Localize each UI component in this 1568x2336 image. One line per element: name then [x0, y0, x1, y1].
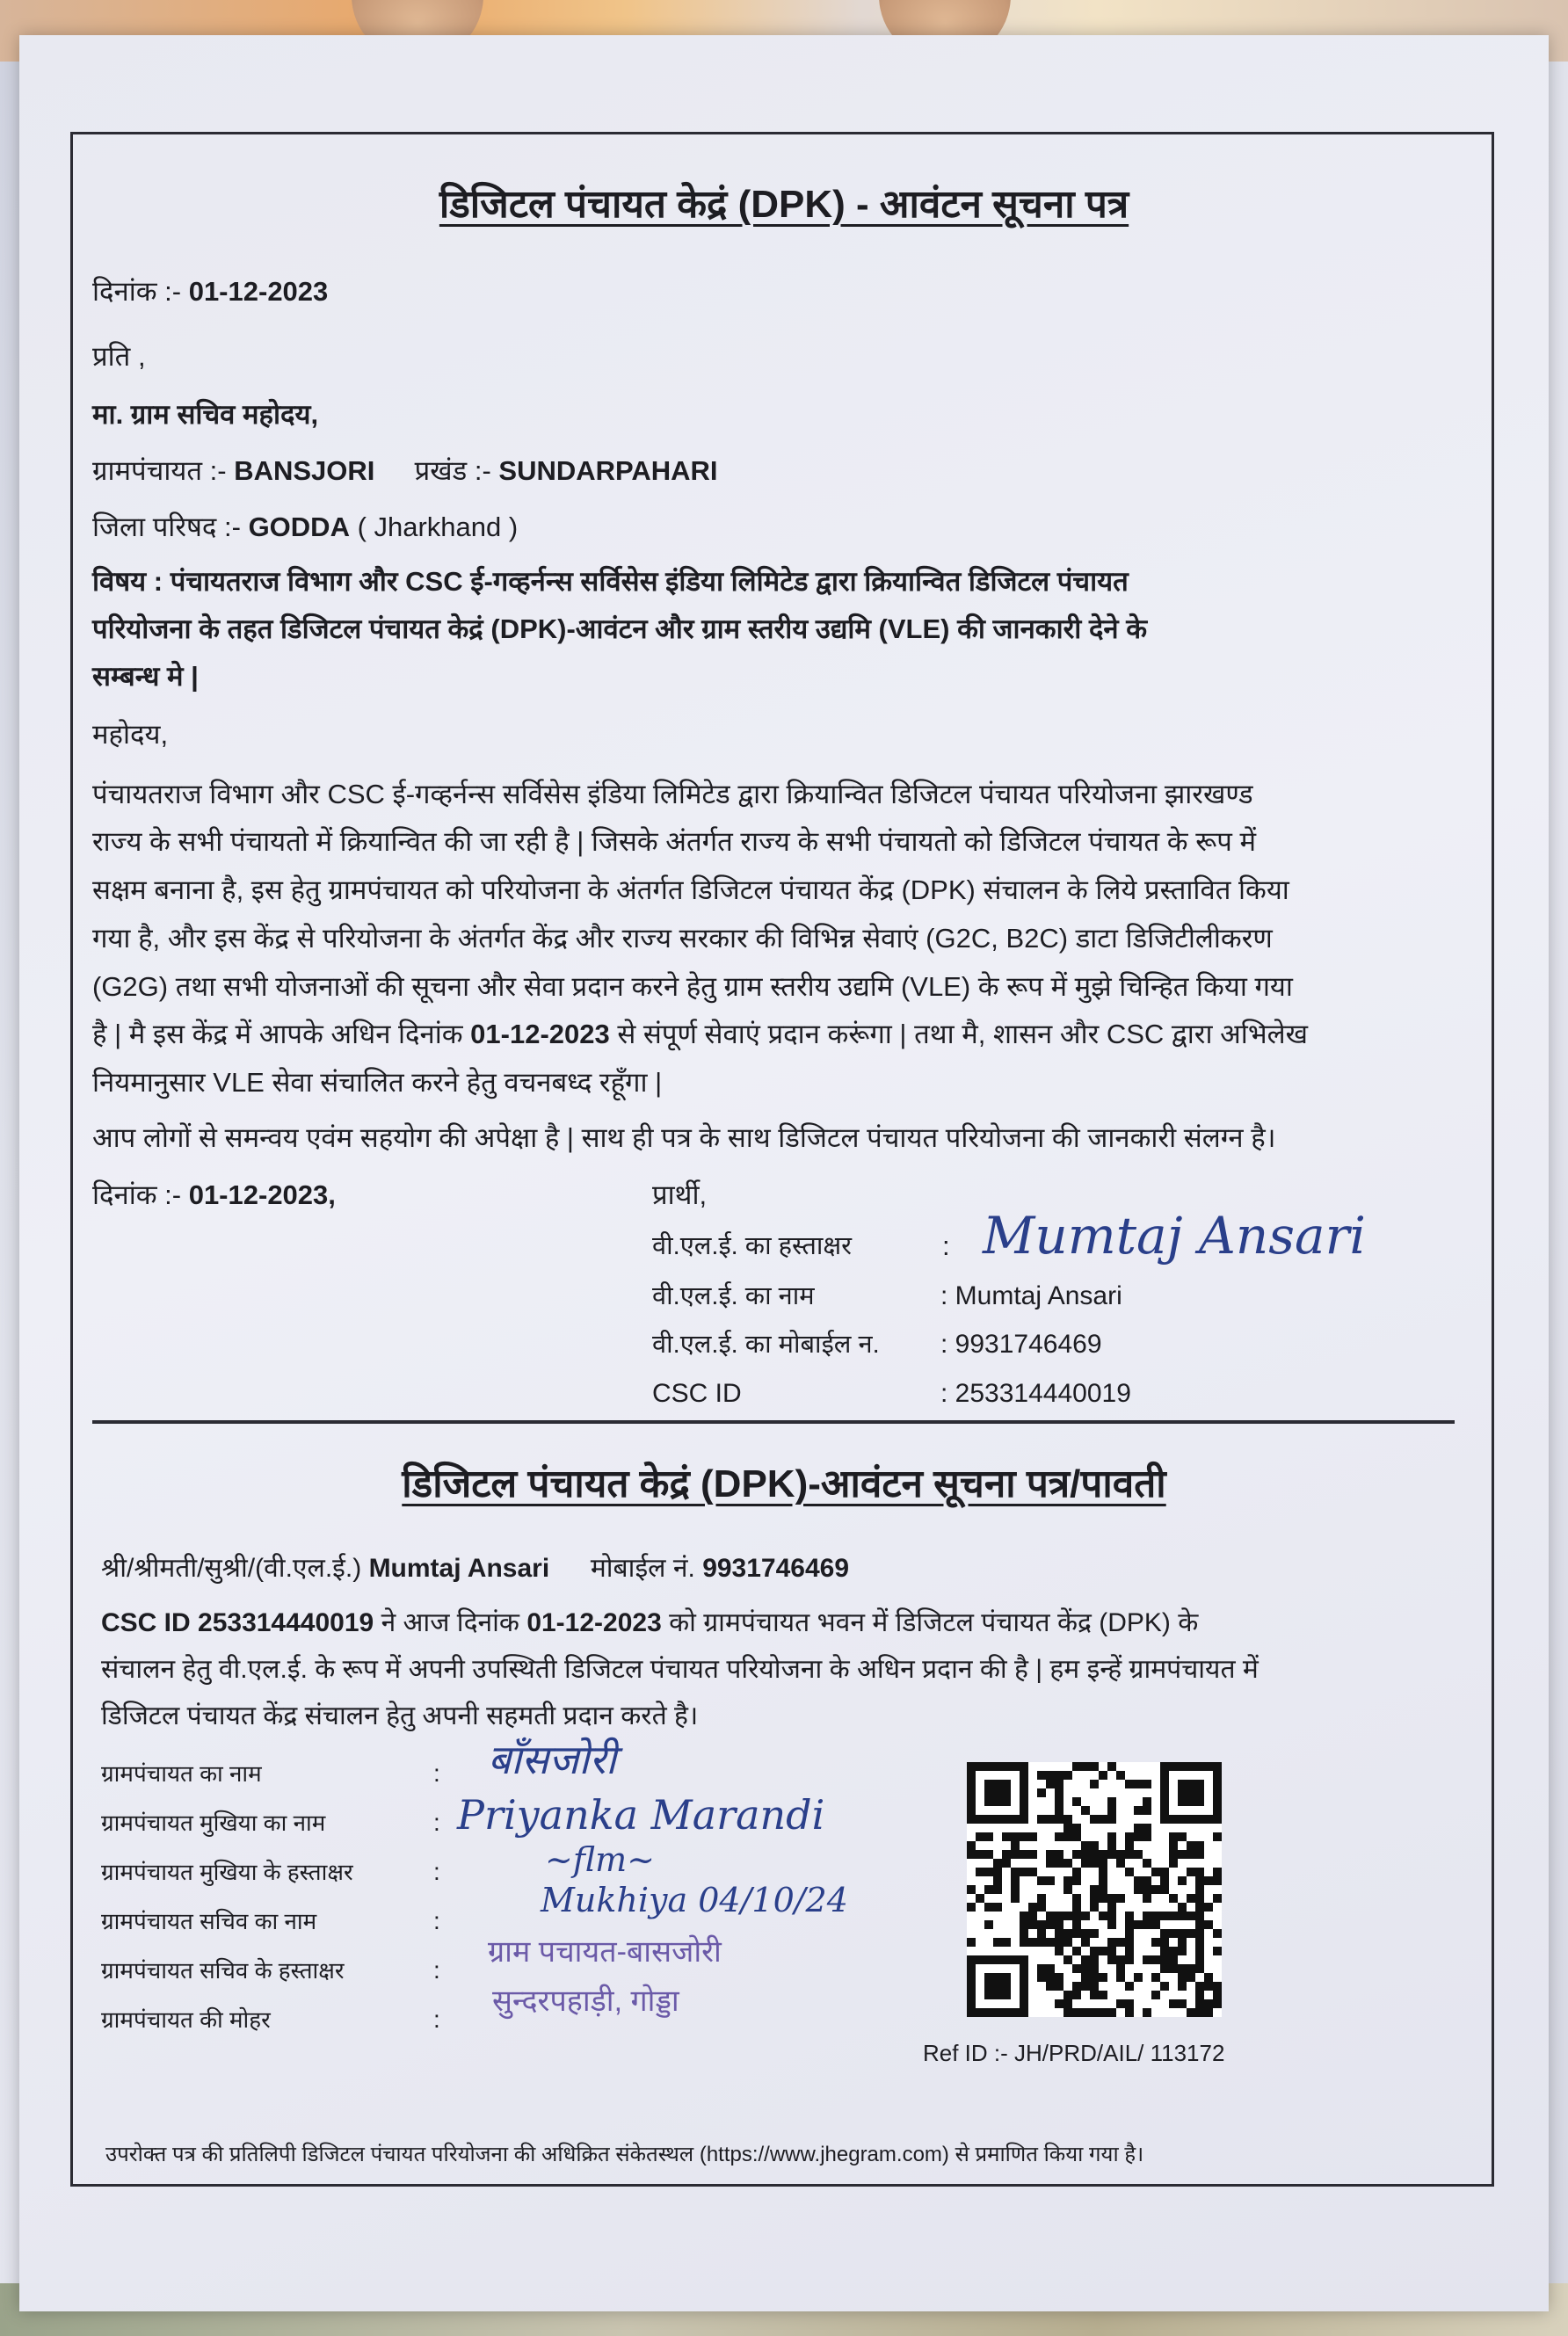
body-line-5: (G2G) तथा सभी योजनाओं की सूचना और सेवा प्रदान करने हेतु ग्राम स्तरीय उद्यमि (VLE) के रूप में मुझे चिन्हित किया गया [92, 971, 1293, 1002]
sign-date-label: दिनांक :- [92, 1179, 189, 1210]
body-line-3: सक्षम बनाना है, इस हेतु ग्रामपंचायत को परियोजना के अंतर्गत डिजिटल पंचायत केंद्र (DPK) संचालन के लिये प्रस्तावित किया [92, 874, 1289, 905]
body-line-6-date: 01-12-2023 [470, 1019, 610, 1049]
vle-name-label: वी.एल.ई. का नाम [652, 1282, 815, 1310]
qr-code [967, 1762, 1222, 2017]
field-label-sachiv-name: ग्रामपंचायत सचिव का नाम [101, 1908, 317, 1934]
prakhand-value: SUNDARPAHARI [498, 455, 718, 486]
stamp-line-1: ग्राम पचायत-बासजोरी [488, 1935, 722, 1969]
csc-id-value: : 253314440019 [940, 1379, 1131, 1408]
receipt-name: Mumtaj Ansari [368, 1554, 550, 1583]
receipt-line-3: संचालन हेतु वी.एल.ई. के रूप में अपनी उपस्थिती डिजिटल पंचायत परियोजना के अधिन प्रदान की है | हम इन्हें ग्रामपंचायत में [101, 1655, 1259, 1684]
prarthi: प्रार्थी, [652, 1179, 708, 1210]
vle-signature: Mumtaj Ansari [983, 1206, 1366, 1266]
prati-line: प्रति , [92, 341, 146, 372]
handwritten-panchayat-name: बाँसजोरी [488, 1736, 617, 1783]
vle-mobile-label: वी.एल.ई. का मोबाईल न. [652, 1331, 880, 1359]
receipt-line-2b: को ग्रामपंचायत भवन में डिजिटल पंचायत केंद्र (DPK) के [661, 1608, 1199, 1637]
field-label-sachiv-sign: ग्रामपंचायत सचिव के हस्ताक्षर [101, 1957, 345, 1984]
receipt-line-2 [101, 1606, 1198, 1641]
csc-id-label: CSC ID [652, 1379, 742, 1408]
field-colon: : [433, 1956, 440, 1984]
receipt-line-4: डिजिटल पंचायत केंद्र संचालन हेतु अपनी सहमती प्रदान करते है। [101, 1701, 699, 1730]
gram-label: ग्रामपंचायत :- [92, 455, 235, 486]
vle-sign-label: वी.एल.ई. का हस्ताक्षर [652, 1232, 853, 1260]
subject-line-1: विषय : पंचायतराज विभाग और CSC ई-गव्हर्नन्स सर्विसेस इंडिया लिमिटेड द्वारा क्रियान्वित डिजिटल पंचायत [92, 566, 1129, 597]
field-colon: : [433, 2006, 440, 2033]
sign-date-line [92, 1178, 336, 1213]
field-label-mukhiya-name: ग्रामपंचायत मुखिया का नाम [101, 1810, 326, 1836]
vle-name-value: : Mumtaj Ansari [940, 1281, 1122, 1310]
gram-value: BANSJORI [234, 455, 375, 486]
field-colon: : [433, 1759, 440, 1787]
date-label: दिनांक :- [92, 276, 189, 307]
vle-sign-colon: : [942, 1230, 950, 1261]
gram-panchayat-line [92, 453, 718, 489]
receipt-mobile: 9931746469 [702, 1554, 850, 1583]
field-label-panchayat-name: ग्रामपंचायत का नाम [101, 1760, 262, 1787]
receipt-title: डिजिटल पंचायत केद्रं (DPK)-आवंटन सूचना पत्र/पावती [402, 1462, 1166, 1505]
zila-line [92, 510, 518, 545]
field-label-mukhiya-sign: ग्रामपंचायत मुखिया के हस्ताक्षर [101, 1859, 353, 1885]
body-line-7: नियमानुसार VLE सेवा संचालित करने हेतु वचनबध्द रहूँगा | [92, 1067, 663, 1098]
receipt-date: 01-12-2023 [526, 1608, 662, 1637]
ref-id: Ref ID :- JH/PRD/AIL/ 113172 [923, 2040, 1225, 2066]
field-colon: : [433, 1907, 440, 1934]
body-line-1: पंचायतराज विभाग और CSC ई-गव्हर्नन्स सर्विसेस इंडिया लिमिटेड द्वारा क्रियान्वित डिजिटल पंचायत परियोजना झारखण्ड [92, 779, 1253, 809]
closing-line: आप लोगों से समन्वय एवंम सहयोग की अपेक्षा है | साथ ही पत्र के साथ डिजिटल पंचायत परियोजना की जानकारी संलग्न है। [92, 1122, 1276, 1153]
receipt-line-2a: ने आज दिनांक [374, 1608, 527, 1637]
date-line [92, 274, 328, 309]
section-divider [92, 1420, 1455, 1424]
subject-line-2: परियोजना के तहत डिजिटल पंचायत केद्रं (DPK)-आवंटन और ग्राम स्तरीय उद्यमि (VLE) की जानकारी देने के [92, 613, 1148, 644]
prakhand-label: प्रखंड :- [414, 455, 499, 486]
footer-note: उपरोक्त पत्र की प्रतिलिपी डिजिटल पंचायत परियोजना की अधिक्रित संकेतस्थल (https://www.jhegram.com) से प्रमाणित किया गया है। [105, 2143, 1144, 2166]
receipt-mobile-label: मोबाईल नं. [590, 1554, 703, 1583]
body-line-4: गया है, और इस केंद्र से परियोजना के अंतर्गत केंद्र और राज्य सरकार की विभिन्न सेवाएं (G2C, B2C) डाटा डिजिटीलीकरण [92, 923, 1273, 954]
handwritten-mukhiya-sign: Mukhiya 04/10/24 [541, 1881, 848, 1919]
zila-value: GODDA [248, 511, 350, 542]
stamp-line-2: सुन्दरपहाड़ी, गोड्डा [492, 1984, 679, 2018]
salutation: महोदय, [92, 719, 169, 750]
body-line-6 [92, 1017, 1308, 1052]
recipient-line: मा. ग्राम सचिव महोदय, [92, 399, 319, 430]
receipt-csc-id: CSC ID 253314440019 [101, 1608, 374, 1637]
field-colon: : [433, 1858, 440, 1885]
handwritten-mukhiya-name: Priyanka Marandi [457, 1791, 825, 1839]
vle-mobile-value: : 9931746469 [940, 1330, 1102, 1359]
zila-state: ( Jharkhand ) [349, 511, 519, 542]
subject-line-3: सम्बन्ध मे | [92, 661, 199, 692]
date-value: 01-12-2023 [188, 276, 329, 307]
qr-code-graphic [967, 1762, 1222, 2017]
mukhiya-signature-mark: ~flm~ [545, 1840, 656, 1879]
field-colon: : [433, 1809, 440, 1836]
body-line-6c: से संपूर्ण सेवाएं प्रदान करूंगा | तथा मै, शासन और CSC द्वारा अभिलेख [609, 1019, 1308, 1049]
field-label-seal: ग्रामपंचायत की मोहर [101, 2006, 271, 2033]
body-line-2: राज्य के सभी पंचायतो में क्रियान्वित की जा रही है | जिसके अंतर्गत राज्य के सभी पंचायतो को डिजिटल पंचायत के रूप में [92, 826, 1257, 857]
receipt-prefix: श्री/श्रीमती/सुश्री/(वी.एल.ई.) [101, 1554, 369, 1583]
zila-label: जिला परिषद :- [92, 511, 249, 542]
body-line-6a: है | मै इस केंद्र में आपके अधिन दिनांक [92, 1019, 471, 1049]
document-title: डिजिटल पंचायत केद्रं (DPK) - आवंटन सूचना पत्र [439, 183, 1129, 226]
receipt-line-1 [101, 1551, 849, 1586]
sign-date-value: 01-12-2023, [188, 1179, 336, 1210]
